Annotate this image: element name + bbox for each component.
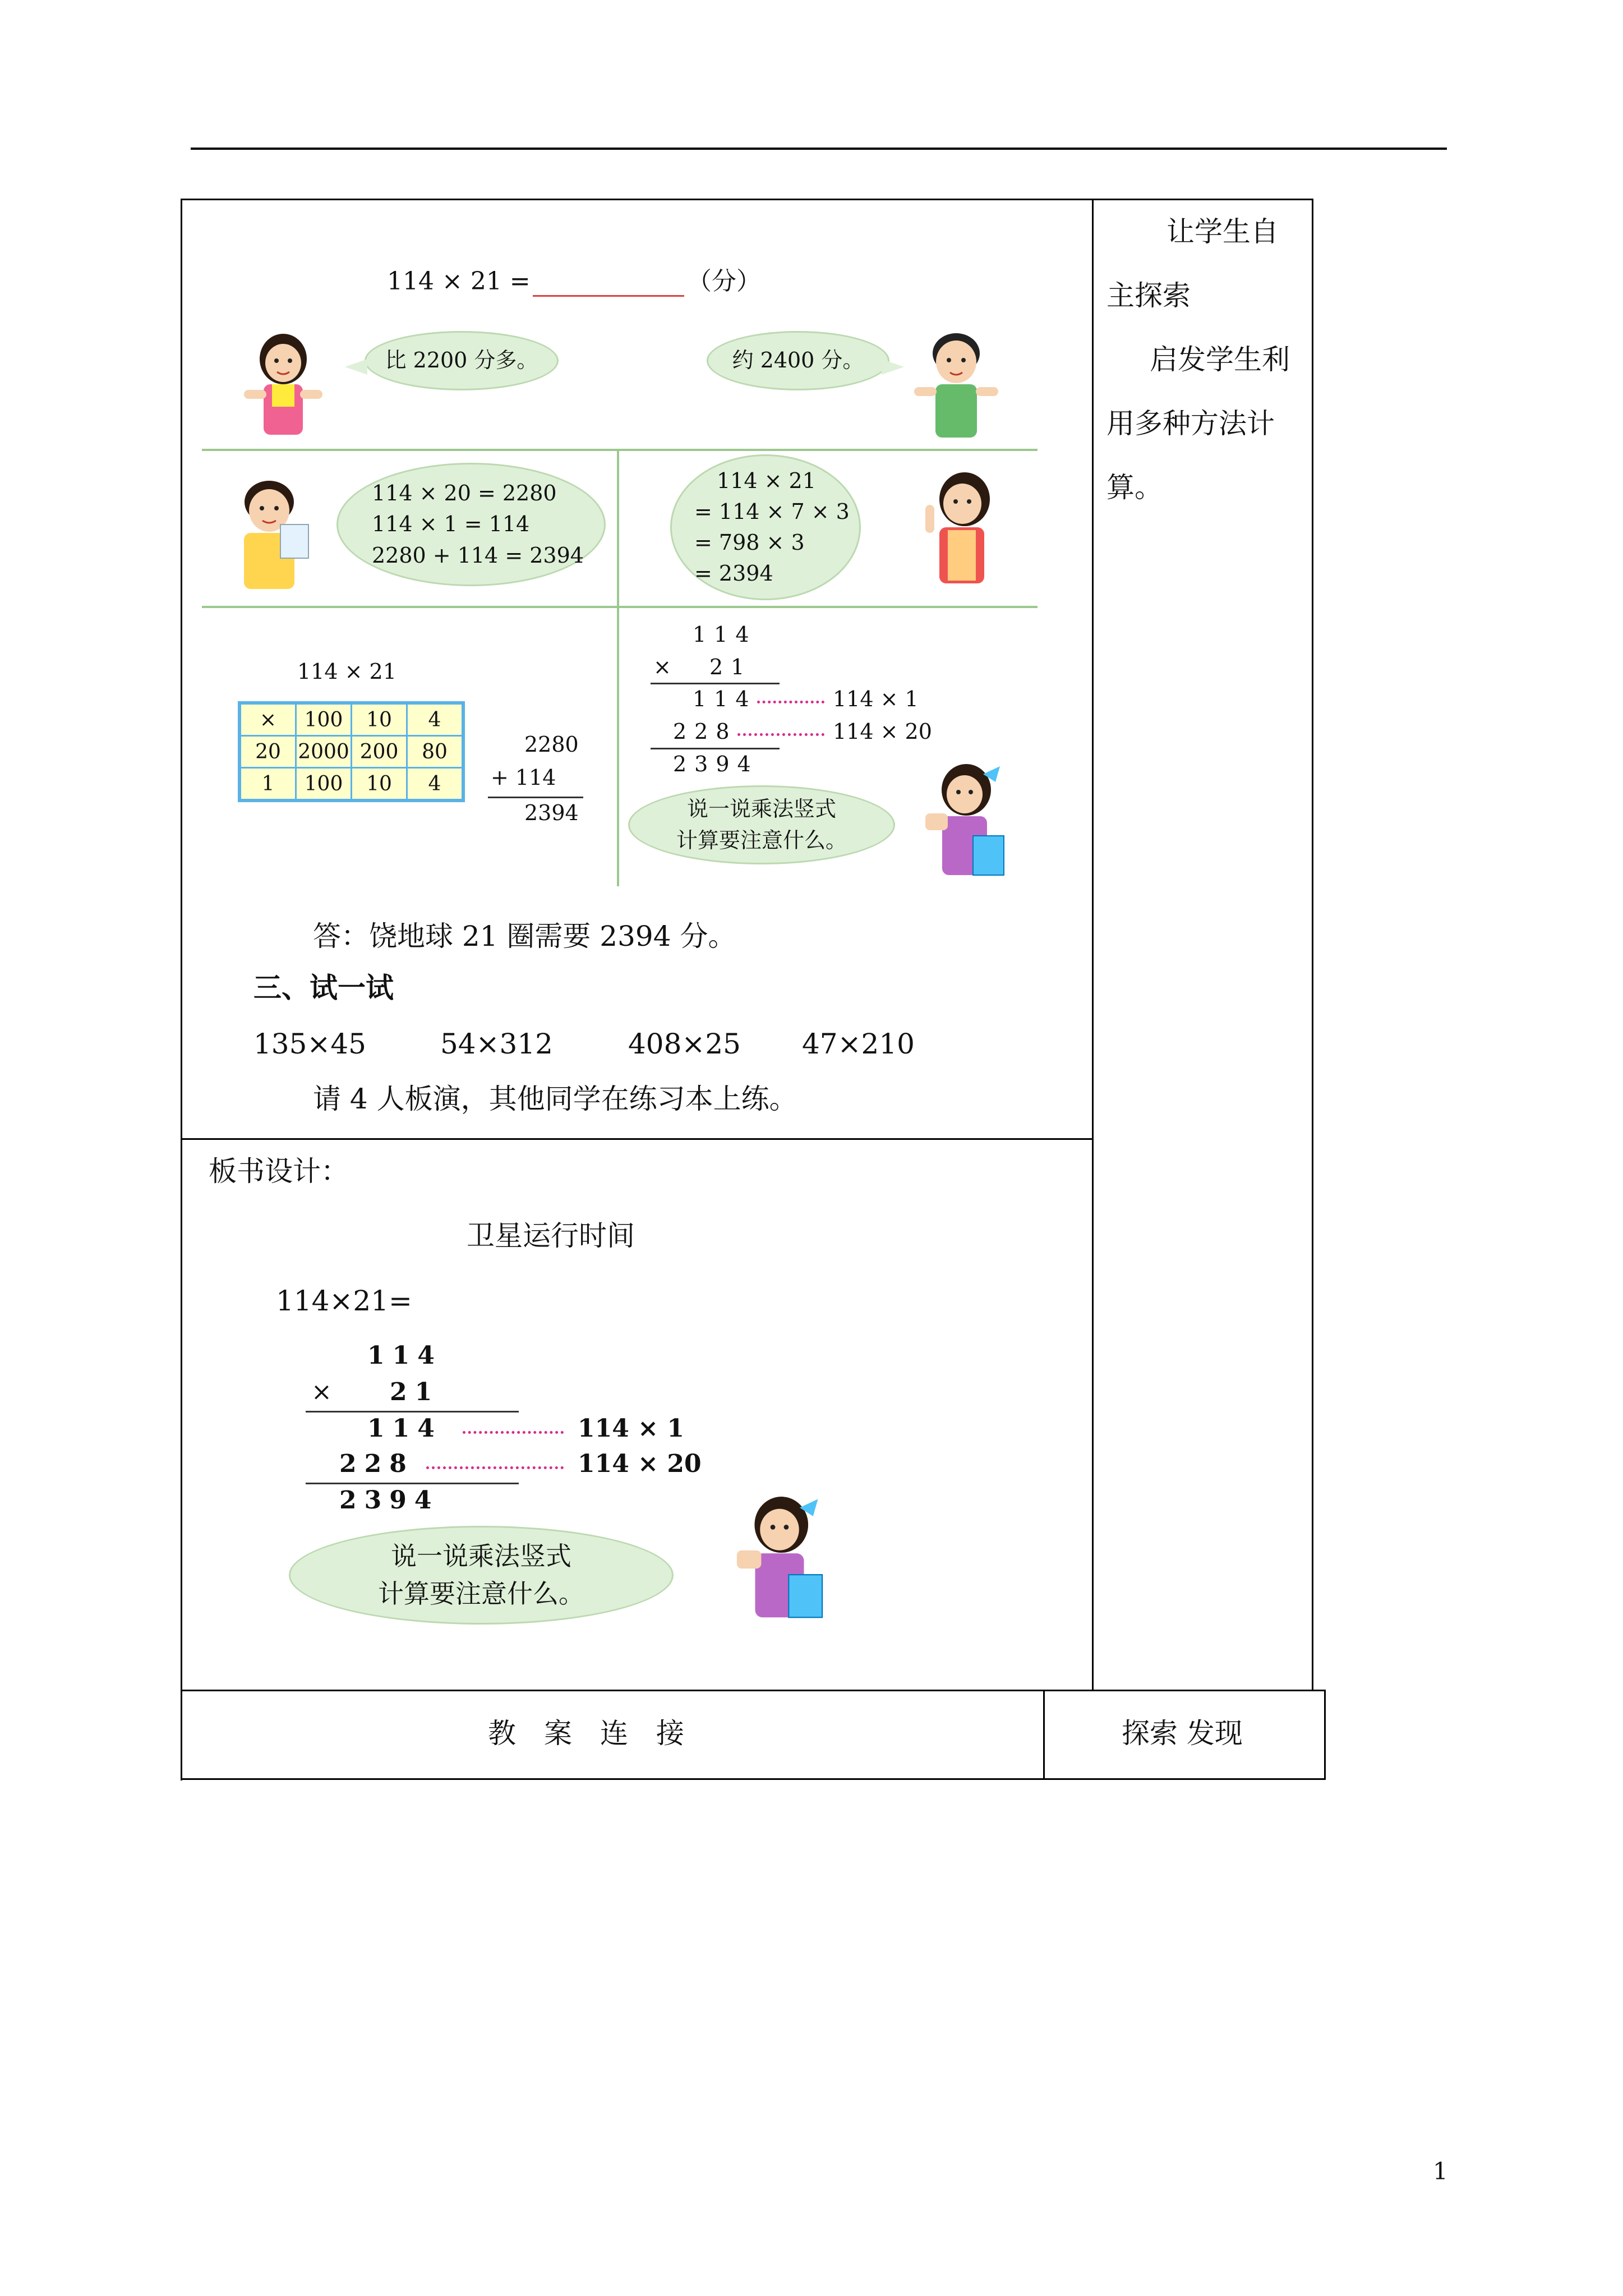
board-vert-row2-note: 114 × 20 — [578, 1450, 702, 1478]
answer-text: 答：饶地球 21 圈需要 2394 分。 — [313, 920, 736, 953]
footer-right-label: 探索 发现 — [1122, 1717, 1243, 1750]
vert-rule2 — [651, 748, 780, 749]
grid-cell: 2000 — [296, 736, 352, 768]
exercise-4: 47×210 — [802, 1028, 915, 1060]
method2-line1: 114 × 21 — [717, 468, 816, 493]
board-girl-illustration — [709, 1489, 850, 1630]
girl-speech-bubble — [365, 331, 559, 390]
exercise-2: 54×312 — [440, 1028, 553, 1060]
board-vert-mult: 21 — [390, 1378, 440, 1406]
vert-row2-note: 114 × 20 — [833, 719, 932, 744]
textbook-illustration — [202, 241, 1038, 886]
table-title: 114 × 21 — [297, 659, 396, 684]
board-vert-row2-dots — [426, 1466, 564, 1469]
board-vert-rule2 — [306, 1483, 519, 1484]
note-line1: 说一说乘法竖式 — [686, 797, 836, 822]
vert-result: 2394 — [673, 752, 759, 776]
table-middle-border — [1092, 199, 1094, 1691]
method2-line2: = 114 × 7 × 3 — [694, 499, 850, 524]
vert-row1-note: 114 × 1 — [833, 687, 919, 711]
board-row-border — [181, 1138, 1094, 1140]
grid-cell: 100 — [296, 703, 352, 736]
footer-left-label: 教 案 连 接 — [488, 1717, 684, 1750]
vert-row2-dots — [737, 733, 824, 736]
grid-cell: 20 — [239, 736, 296, 768]
girl-speech-text: 比 2200 分多。 — [385, 348, 538, 373]
board-illustration — [278, 1332, 872, 1635]
grid-cell: 80 — [407, 736, 464, 768]
header-rule — [191, 148, 1447, 150]
footer-right-border — [1324, 1690, 1326, 1779]
page-number: 1 — [1433, 2157, 1448, 2185]
footer-bottom-border — [181, 1778, 1326, 1780]
picture-divider-h2 — [202, 606, 1038, 608]
board-note-line1: 说一说乘法竖式 — [391, 1541, 571, 1572]
board-title: 卫星运行时间 — [467, 1220, 635, 1252]
board-vert-rule1 — [306, 1411, 519, 1412]
exercise-1: 135×45 — [253, 1028, 366, 1060]
table-left-border — [181, 199, 182, 1780]
instruction-text: 请 4 人板演，其他同学在练习本上练。 — [313, 1083, 797, 1115]
equation-text: 114 × 21 = — [387, 267, 531, 296]
grid-cell: 4 — [407, 768, 464, 801]
unit-text: （分） — [687, 267, 761, 296]
grid-row — [239, 736, 463, 768]
vert-row2: 228 — [673, 719, 737, 744]
side-note-4: 用多种方法计 — [1106, 407, 1275, 440]
girl-illustration — [241, 328, 325, 446]
boy-illustration — [909, 325, 1004, 449]
girl-bubble-tail — [345, 359, 367, 375]
side-note-2: 主探索 — [1106, 279, 1191, 312]
board-note-line2: 计算要注意什么。 — [378, 1579, 584, 1609]
picture-divider-h1 — [202, 449, 1038, 451]
board-vert-result: 2394 — [339, 1486, 440, 1515]
board-vert-row1-dots — [463, 1431, 564, 1434]
board-vert-row1-note: 114 × 1 — [578, 1414, 684, 1443]
footer-divider — [1043, 1690, 1045, 1779]
picture-divider-v — [617, 449, 619, 886]
board-note-bubble — [289, 1526, 674, 1625]
grid-cell: 4 — [407, 703, 464, 736]
sum-line1: 2280 — [524, 732, 579, 757]
sum-line3: 2394 — [524, 800, 579, 825]
note-line2: 计算要注意什么。 — [676, 827, 847, 853]
vert-times-sign: × — [653, 655, 671, 679]
method2-bubble — [670, 454, 861, 600]
board-vert-row1: 114 — [367, 1414, 442, 1443]
method2-line4: = 2394 — [694, 561, 773, 586]
grid-cell: 200 — [352, 736, 407, 768]
grid-cell: 100 — [296, 768, 352, 801]
girl-thinking-illustration — [909, 466, 1009, 600]
sum-rule — [488, 797, 583, 798]
grid-row — [239, 768, 463, 801]
vert-mult: 21 — [709, 655, 753, 679]
method1-line2: 114 × 1 = 114 — [372, 512, 530, 537]
vert-row1-dots — [757, 701, 824, 703]
footer-top-border — [181, 1690, 1326, 1691]
boy-bubble-tail — [882, 359, 904, 375]
method1-line3: 2280 + 114 = 2394 — [372, 542, 584, 568]
grid-cell: 10 — [352, 768, 407, 801]
boy-with-notebook-illustration — [219, 471, 320, 600]
board-vert-times-sign: × — [311, 1378, 332, 1406]
exercise-3: 408×25 — [628, 1028, 741, 1060]
side-note-3: 启发学生利 — [1150, 343, 1290, 376]
side-note-5: 算。 — [1106, 471, 1163, 504]
boy-speech-bubble — [707, 331, 889, 390]
method1-bubble — [336, 463, 606, 586]
vert-row1: 114 — [693, 687, 757, 711]
board-equation: 114×21= — [276, 1285, 412, 1317]
board-vert-top: 114 — [367, 1341, 442, 1370]
grid-cell: 1 — [239, 768, 296, 801]
grid-cell: 10 — [352, 703, 407, 736]
table-right-border — [1312, 199, 1313, 1691]
board-vert-row2: 228 — [339, 1450, 414, 1478]
board-label: 板书设计： — [209, 1155, 349, 1188]
section3-title: 三、试一试 — [253, 971, 394, 1004]
answer-blank — [533, 295, 684, 297]
boy-speech-text: 约 2400 分。 — [732, 348, 864, 373]
grid-row — [239, 703, 463, 736]
method2-line3: = 798 × 3 — [694, 530, 805, 555]
vert-top: 114 — [693, 622, 757, 647]
girl-with-book-illustration — [917, 757, 1012, 886]
note-bubble — [628, 785, 895, 864]
multiplication-grid — [238, 701, 465, 802]
sum-line2: + 114 — [491, 765, 556, 790]
grid-cell: × — [239, 703, 296, 736]
vert-rule1 — [651, 683, 780, 684]
table-top-border — [181, 199, 1313, 200]
side-note-1: 让学生自 — [1166, 215, 1279, 248]
method1-line1: 114 × 20 = 2280 — [372, 481, 557, 506]
